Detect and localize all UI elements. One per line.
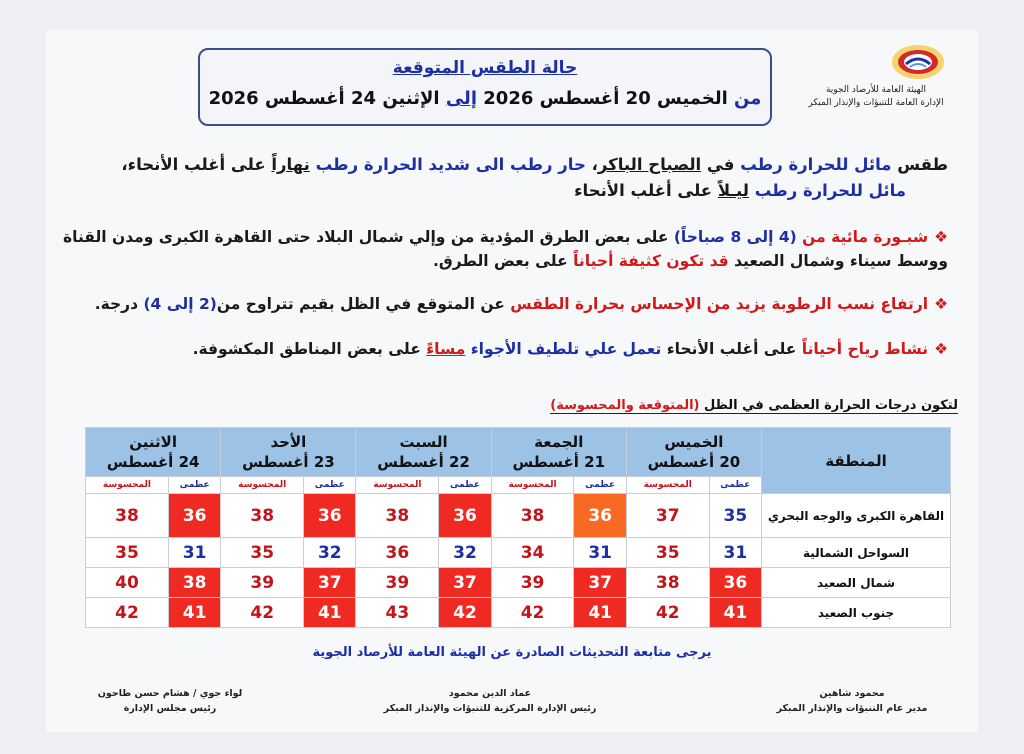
summary-text: ليـلاً	[717, 181, 749, 200]
summary-text: ،	[585, 155, 598, 174]
bullet-text: (4 إلى 8 صباحاً)	[673, 228, 797, 246]
bullet-text: تعمل علي تلطيف الأجواء	[470, 340, 662, 358]
bullet-text: مساءً	[426, 340, 466, 358]
diamond-bullet-icon: ❖	[934, 228, 948, 246]
signature-name: عماد الدين محمود	[448, 688, 532, 699]
period-end: الإثنين 24 أغسطس 2026	[208, 88, 440, 109]
title-box	[198, 48, 772, 126]
max-temp-cell: 41	[168, 598, 220, 628]
summary-text: طقس	[891, 155, 948, 174]
summary-text: حار رطب الى شديد الحرارة رطب	[315, 155, 586, 174]
felt-temp-label: المحسوسة	[86, 477, 169, 494]
day-header	[491, 428, 626, 477]
day-date: 21 أغسطس	[512, 453, 606, 471]
max-temp-cell: 42	[439, 598, 491, 628]
felt-temp-cell: 35	[86, 538, 169, 568]
region-name: شمال الصعيد	[762, 568, 951, 598]
summary-text: في	[701, 155, 741, 174]
day-name: السبت	[399, 433, 448, 451]
felt-temp-cell: 35	[221, 538, 304, 568]
bullet-text: ووسط سيناء وشمال الصعيد	[728, 252, 948, 270]
felt-temp-cell: 35	[626, 538, 709, 568]
table-row	[86, 598, 951, 628]
period-start: الخميس 20 أغسطس 2026	[483, 88, 728, 109]
felt-temp-cell: 38	[491, 494, 574, 538]
bullet-wind	[193, 338, 948, 360]
max-temp-cell: 31	[168, 538, 220, 568]
bullet-text: على بعض الطرق.	[432, 252, 574, 270]
max-temp-cell: 32	[439, 538, 491, 568]
felt-temp-cell: 39	[356, 568, 439, 598]
day-header	[86, 428, 221, 477]
max-temp-cell: 37	[574, 568, 626, 598]
region-name: السواحل الشمالية	[762, 538, 951, 568]
caption-text: (المتوقعة والمحسوسة)	[550, 398, 700, 413]
max-temp-cell: 37	[439, 568, 491, 598]
day-date: 23 أغسطس	[242, 453, 335, 471]
agency-name	[786, 84, 966, 110]
bullet-text: ارتفاع نسب الرطوبة يزيد من الإحساس بحرارة الطقس	[510, 295, 929, 313]
max-temp-cell: 31	[709, 538, 761, 568]
bullet-text: نشاط رياح أحياناً	[801, 340, 929, 358]
max-temp-label: عظمى	[439, 477, 491, 494]
bullet-fog-line-2	[433, 250, 948, 272]
felt-temp-cell: 42	[221, 598, 304, 628]
felt-temp-cell: 38	[356, 494, 439, 538]
max-temp-cell: 36	[304, 494, 356, 538]
day-date: 24 أغسطس	[106, 453, 200, 471]
table-row	[86, 568, 951, 598]
max-temp-cell: 36	[574, 494, 626, 538]
summary-line-2	[574, 180, 906, 202]
day-name: الاثنين	[129, 433, 177, 451]
max-temp-cell: 41	[574, 598, 626, 628]
bullet-text: على بعض المناطق المكشوفة.	[192, 340, 427, 358]
felt-temp-cell: 42	[626, 598, 709, 628]
max-temp-label: عظمى	[709, 477, 761, 494]
max-temp-cell: 36	[168, 494, 220, 538]
agency-line-2: الإدارة العامة للتنبؤات والإنذار المبكر	[808, 98, 944, 108]
period-to-label: إلى	[445, 88, 477, 109]
summary-text: الصباح الباكر	[597, 155, 702, 174]
bullet-text: قد تكون كثيفة أحياناً	[573, 252, 729, 270]
region-name: جنوب الصعيد	[762, 598, 951, 628]
day-header	[356, 428, 491, 477]
felt-temp-cell: 40	[86, 568, 169, 598]
felt-temp-cell: 39	[491, 568, 574, 598]
period-from-label: من	[734, 88, 762, 109]
signature-central-admin	[380, 686, 600, 716]
felt-temp-cell: 42	[86, 598, 169, 628]
summary-line-1	[121, 154, 948, 176]
max-temp-label: عظمى	[168, 477, 220, 494]
day-date: 22 أغسطس	[377, 453, 470, 471]
max-temp-cell: 32	[304, 538, 356, 568]
signature-role: رئيس مجلس الإدارة	[123, 703, 217, 714]
summary-text: نهاراً	[271, 155, 310, 174]
bullet-text: على بعض الطرق المؤدية من وإلي شمال البلاد حتى القاهرة الكبرى ومدن القناة	[62, 228, 674, 246]
bullet-text: عن المتوقع في الظل بقيم تتراوح من	[216, 295, 511, 313]
region-name: القاهرة الكبرى والوجه البحري	[762, 494, 951, 538]
caption-text: لتكون درجات الحرارة العظمى في الظل	[699, 398, 958, 413]
table-row	[86, 494, 951, 538]
signature-chairman	[60, 686, 280, 716]
felt-temp-cell: 34	[491, 538, 574, 568]
felt-temp-cell: 39	[221, 568, 304, 598]
day-header	[221, 428, 356, 477]
day-header	[626, 428, 761, 477]
max-temp-cell: 36	[439, 494, 491, 538]
felt-temp-cell: 38	[626, 568, 709, 598]
felt-temp-cell: 42	[491, 598, 574, 628]
signature-general-manager	[742, 686, 962, 716]
felt-temp-label: المحسوسة	[221, 477, 304, 494]
felt-temp-cell: 37	[626, 494, 709, 538]
bullet-text: على أغلب الأنحاء	[661, 340, 802, 358]
max-temp-label: عظمى	[574, 477, 626, 494]
bullet-text: شبـورة مائية من	[796, 228, 929, 246]
max-temp-cell: 35	[709, 494, 761, 538]
max-temp-cell: 36	[709, 568, 761, 598]
bullet-fog	[63, 226, 948, 248]
felt-temp-label: المحسوسة	[626, 477, 709, 494]
update-notice: يرجى متابعة التحديثات الصادرة عن الهيئة العامة للأرصاد الجوية	[312, 645, 712, 660]
agency-line-1: الهيئة العامة للأرصاد الجوية	[825, 85, 927, 95]
signature-role: رئيس الإدارة المركزية للتنبؤات والإنذار المبكر	[383, 703, 597, 714]
felt-temp-label: المحسوسة	[491, 477, 574, 494]
felt-temp-cell: 43	[356, 598, 439, 628]
summary-text: على أغلب الأنحاء،	[121, 155, 272, 174]
signature-name: محمود شاهين	[819, 688, 885, 699]
summary-text: مائل للحرارة رطب	[754, 181, 906, 200]
bullet-humidity	[95, 293, 948, 315]
table-row	[86, 538, 951, 568]
summary-text: على أغلب الأنحاء	[574, 181, 718, 200]
day-name: الجمعة	[534, 433, 584, 451]
max-temp-cell: 31	[574, 538, 626, 568]
day-name: الخميس	[664, 433, 724, 451]
meteorological-authority-logo	[890, 42, 946, 82]
max-temp-label: عظمى	[304, 477, 356, 494]
max-temp-cell: 38	[168, 568, 220, 598]
felt-temp-cell: 38	[221, 494, 304, 538]
signature-name: لواء جوي / هشام حسن طاحون	[97, 688, 243, 699]
max-temp-cell: 41	[304, 598, 356, 628]
bullet-text: (2 إلى 4)	[143, 295, 217, 313]
diamond-bullet-icon: ❖	[934, 340, 948, 358]
max-temp-cell: 41	[709, 598, 761, 628]
bullet-text: درجة.	[94, 295, 144, 313]
table-caption	[550, 398, 958, 414]
felt-temp-cell: 38	[86, 494, 169, 538]
signature-role: مدير عام التنبؤات والإنذار المبكر	[776, 703, 928, 714]
day-name: الأحد	[270, 433, 307, 451]
region-column-header: المنطقة	[762, 428, 951, 494]
day-date: 20 أغسطس	[647, 453, 741, 471]
forecast-period	[200, 88, 770, 109]
max-temp-cell: 37	[304, 568, 356, 598]
page-title: حالة الطقس المتوقعة	[392, 58, 578, 78]
temperature-table	[85, 427, 951, 628]
felt-temp-label: المحسوسة	[356, 477, 439, 494]
felt-temp-cell: 36	[356, 538, 439, 568]
diamond-bullet-icon: ❖	[934, 295, 948, 313]
summary-text: مائل للحرارة رطب	[740, 155, 892, 174]
